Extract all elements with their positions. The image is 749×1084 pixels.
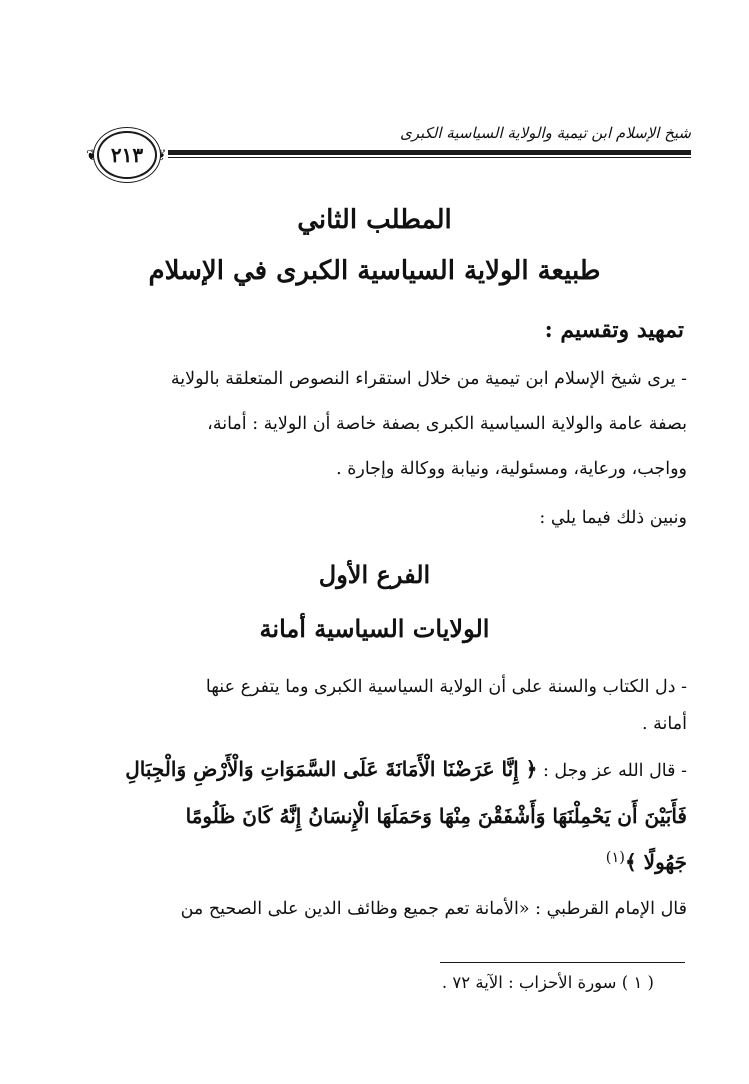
body-line-6: أمانة .	[642, 714, 687, 734]
quran-verse-part-2: فَأَبَيْنَ أَن يَحْمِلْنَهَا وَأَشْفَقْنَ مِنْهَا وَحَمَلَهَا الْإِنسَانُ إِنَّهُ كَانَ ظَلُومًا	[185, 804, 687, 828]
footnote-ref: (١)	[605, 849, 625, 866]
intro-line-3: وواجب، ورعاية، ومسئولية، ونيابة ووكالة وإجارة .	[336, 459, 687, 479]
quran-verse-part-1: ﴿ إِنَّا عَرَضْنَا الْأَمَانَةَ عَلَى السَّمَوَاتِ وَالْأَرْضِ وَالْجِبَالِ	[125, 757, 538, 781]
body-line-9	[60, 846, 687, 876]
quran-intro: قال الله عز وجل :	[537, 761, 676, 781]
header-rule-thick	[168, 150, 691, 155]
body-line-10: قال الإمام القرطبي : «الأمانة تعم جميع وظائف الدين على الصحيح من	[180, 899, 687, 919]
branch-heading: الفرع الأول	[318, 560, 431, 589]
running-title: شيخ الإسلام ابن تيمية والولاية السياسية الكبرى	[399, 124, 691, 142]
branch-title: الولايات السياسية أمانة	[259, 614, 490, 643]
quran-verse-part-3: جَهُولًا ﴾	[624, 849, 687, 874]
section-title: طبيعة الولاية السياسية الكبرى في الإسلام	[148, 256, 601, 286]
page-number: ٢١٣	[110, 143, 144, 167]
intro-line-2: بصفة عامة والولاية السياسية الكبرى بصفة خاصة أن الولاية : أمانة،	[207, 414, 687, 434]
page-number-badge	[97, 131, 157, 179]
intro-line-1: - يرى شيخ الإسلام ابن تيمية من خلال استقراء النصوص المتعلقة بالولاية	[60, 367, 687, 391]
footnote: ( ١ ) سورة الأحزاب : الآية ٧٢ .	[441, 973, 654, 992]
body-line-5: - دل الكتاب والسنة على أن الولاية السياسية الكبرى وما يتفرع عنها	[60, 675, 687, 699]
ornament-right-icon: ❦	[154, 146, 167, 164]
header-rule-thin	[168, 157, 691, 158]
body-line-7	[60, 757, 687, 783]
footnote-rule	[440, 962, 685, 963]
subheading: تمهيد وتقسيم :	[544, 317, 684, 343]
intro-line-4: ونبين ذلك فيما يلي :	[539, 508, 687, 528]
section-heading: المطلب الثاني	[297, 205, 452, 235]
ornament-left-icon: ❦	[86, 146, 99, 164]
